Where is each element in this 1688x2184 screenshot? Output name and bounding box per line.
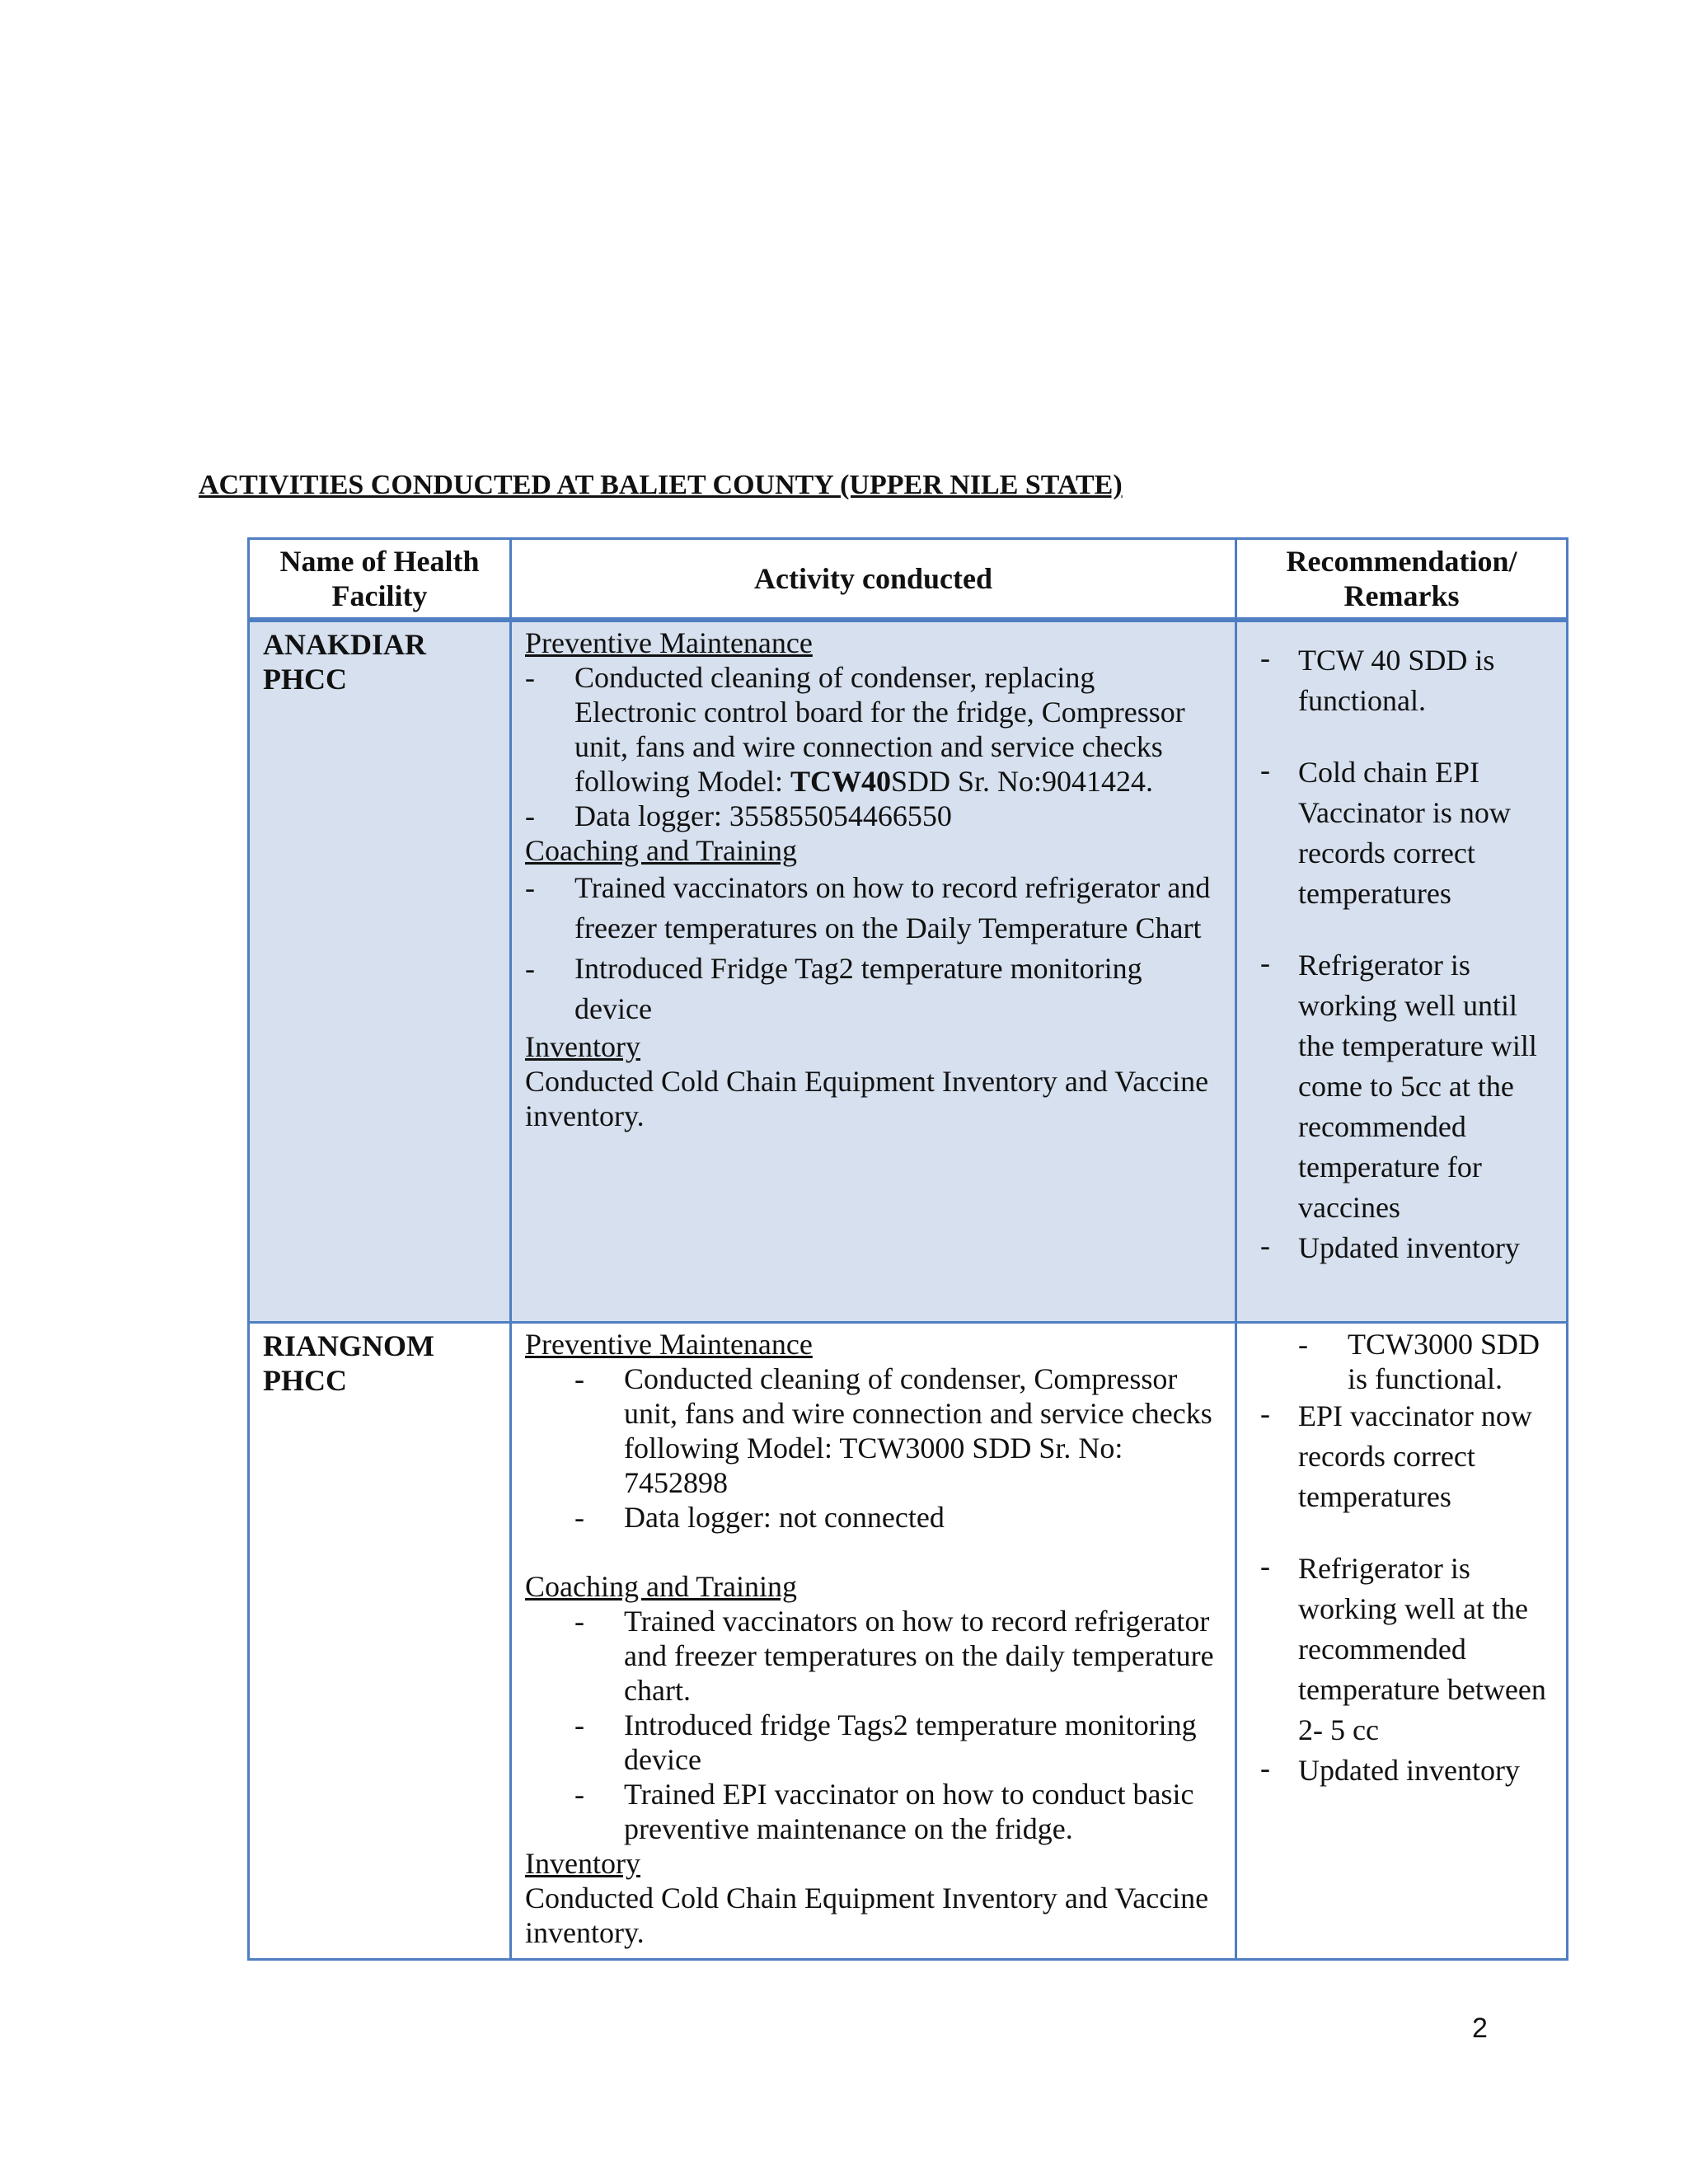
remarks-cell	[1236, 1322, 1568, 1959]
list-item-text: Conducted cleaning of condenser, Compressor unit, fans and wire connection and service checks following Model: TCW3000 SDD Sr. No: 7452898	[624, 1361, 1212, 1499]
bullet-dash: -	[574, 1500, 584, 1534]
list-item-text	[574, 660, 1221, 799]
bullet-dash: -	[574, 1604, 584, 1638]
header-remarks: Recommendation/ Remarks	[1236, 539, 1568, 621]
bullet-dash: -	[1260, 1549, 1270, 1582]
remark-item	[1249, 945, 1554, 1228]
list-item-text: Trained EPI vaccinator on how to conduct basic preventive maintenance on the fridge.	[624, 1777, 1194, 1845]
remark-item	[1249, 1549, 1554, 1750]
list-item	[525, 799, 1221, 833]
bullet-dash: -	[1260, 946, 1270, 979]
spacer	[525, 1535, 1221, 1569]
activities-table	[247, 537, 1568, 1961]
bullet-dash: -	[574, 1777, 584, 1811]
remark-item	[1298, 1327, 1554, 1396]
bullet-dash: -	[1260, 1229, 1270, 1262]
remark-text: Refrigerator is working well at the recommended temperature between 2- 5 cc	[1298, 1551, 1546, 1746]
remark-text: TCW3000 SDD is functional.	[1348, 1327, 1540, 1395]
remark-item	[1249, 1228, 1554, 1268]
remark-item	[1249, 752, 1554, 914]
model-bold: TCW40	[790, 765, 891, 798]
remark-text: Cold chain EPI Vaccinator is now records correct temperatures	[1298, 756, 1511, 910]
list-item-text: Trained vaccinators on how to record refrigerator and freezer temperatures on the Daily Temperature Chart	[574, 871, 1211, 944]
table-row	[249, 1322, 1568, 1959]
list-item-text: Data logger: not connected	[624, 1500, 945, 1534]
remark-item	[1249, 1396, 1554, 1517]
bullet-dash: -	[525, 661, 535, 694]
section-title-coaching: Coaching and Training	[525, 1569, 797, 1603]
remark-text: TCW 40 SDD is functional.	[1298, 644, 1495, 717]
section-title-preventive-maintenance: Preventive Maintenance	[525, 626, 813, 659]
text-segment: SDD Sr. No:9041424.	[891, 765, 1154, 798]
list-item	[525, 1500, 1221, 1535]
list-item-text: Data logger: 355855054466550	[574, 799, 952, 832]
table-header-row	[249, 539, 1568, 621]
page-title: ACTIVITIES CONDUCTED AT BALIET COUNTY (UPPER NILE STATE)	[199, 470, 1123, 500]
header-facility: Name of Health Facility	[249, 539, 511, 621]
list-item-text: Introduced fridge Tags2 temperature monitoring device	[624, 1708, 1197, 1776]
page-number: 2	[1472, 2013, 1488, 2044]
facility-name: RIANGNOM PHCC	[249, 1322, 511, 1959]
bullet-dash: -	[1260, 753, 1270, 786]
bullet-dash: -	[1260, 1396, 1270, 1430]
section-title-coaching: Coaching and Training	[525, 834, 797, 867]
remark-text: EPI vaccinator now records correct temperatures	[1298, 1399, 1532, 1513]
list-item	[525, 1777, 1221, 1846]
text-segment: Conducted cleaning of condenser, replacing Electronic control board for the fridge, Compressor unit, fans and wire connection and service checks following Model:	[574, 661, 1185, 798]
list-item	[525, 1708, 1221, 1777]
list-item	[525, 1361, 1221, 1500]
spacer	[1249, 721, 1554, 752]
spacer	[1249, 914, 1554, 945]
bullet-dash: -	[1260, 1750, 1270, 1784]
remark-item	[1249, 1750, 1554, 1791]
remark-text: Refrigerator is working well until the temperature will come to 5cc at the recommended temperature for vaccines	[1298, 949, 1537, 1224]
list-item	[525, 1604, 1221, 1708]
list-item	[525, 660, 1221, 799]
section-title-preventive-maintenance: Preventive Maintenance	[525, 1327, 813, 1361]
inventory-text: Conducted Cold Chain Equipment Inventory and Vaccine inventory.	[525, 1881, 1209, 1949]
bullet-dash: -	[525, 799, 535, 832]
inventory-text: Conducted Cold Chain Equipment Inventory and Vaccine inventory.	[525, 1065, 1209, 1132]
activity-cell	[511, 1322, 1236, 1959]
remarks-cell	[1236, 620, 1568, 1322]
list-item-text: Trained vaccinators on how to record refrigerator and freezer temperatures on the daily temperature chart.	[624, 1604, 1214, 1707]
list-item	[525, 949, 1221, 1029]
remark-text: Updated inventory	[1298, 1231, 1520, 1264]
section-title-inventory: Inventory	[525, 1030, 640, 1063]
bullet-dash: -	[1260, 641, 1270, 674]
list-item	[525, 868, 1221, 949]
section-title-inventory: Inventory	[525, 1846, 640, 1880]
remark-item	[1249, 640, 1554, 721]
bullet-dash: -	[525, 952, 535, 985]
bullet-dash: -	[525, 871, 535, 904]
spacer	[1249, 1517, 1554, 1549]
remark-text: Updated inventory	[1298, 1753, 1520, 1787]
bullet-dash: -	[574, 1708, 584, 1741]
list-item-text: Introduced Fridge Tag2 temperature monitoring device	[574, 952, 1142, 1025]
header-activity: Activity conducted	[511, 539, 1236, 621]
bullet-dash: -	[1298, 1327, 1308, 1361]
table-row	[249, 620, 1568, 1322]
activity-cell	[511, 620, 1236, 1322]
facility-name: ANAKDIAR PHCC	[249, 620, 511, 1322]
bullet-dash: -	[574, 1361, 584, 1395]
